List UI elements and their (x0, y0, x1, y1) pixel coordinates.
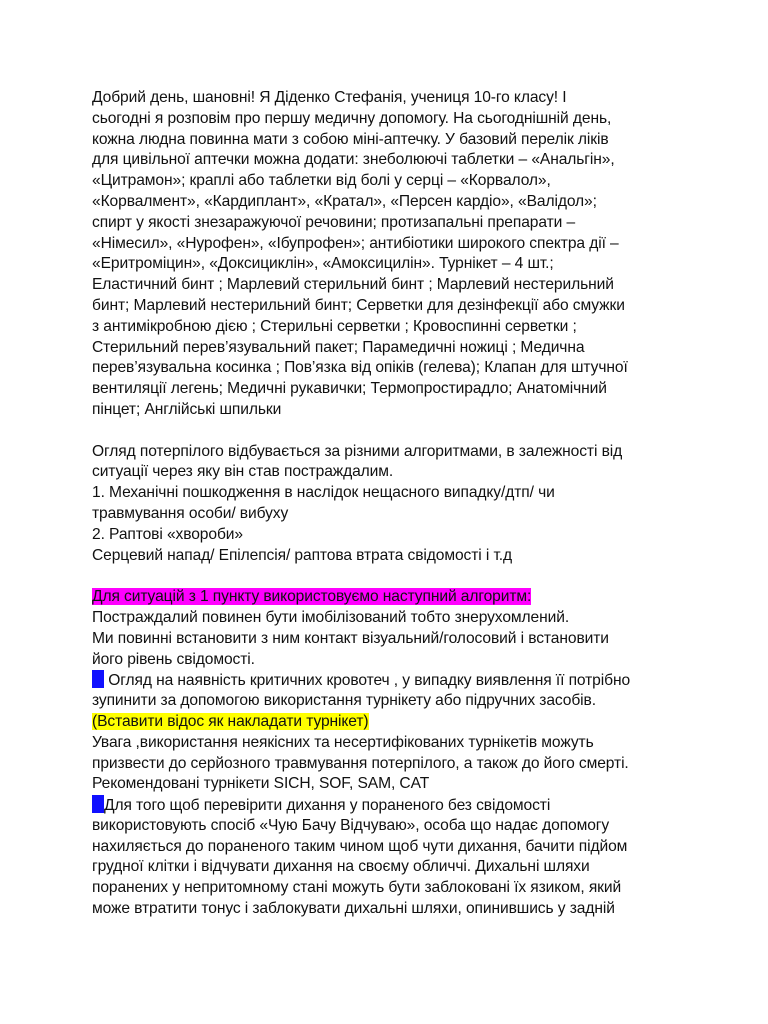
text-line: Огляд потерпілого відбувається за різними алгоритмами, в залежності від (92, 442, 623, 460)
paragraph-spacer (92, 421, 682, 442)
text-line: поранених у непритомному стані можуть бути заблоковані їх язиком, який (92, 879, 622, 897)
tourniquet-warning-lines (92, 733, 682, 795)
text-line: «Німесил», «Нурофен», «Ібупрофен»; антибіотики широкого спектра дії – (92, 234, 619, 252)
section-heading-line (92, 587, 682, 608)
section-heading: Для ситуацій з 1 пункту використовуємо наступний алгоритм: (92, 588, 532, 606)
text-line: кожна людна повинна мати з собою міні-аптечку. У базовий перелік ліків (92, 130, 609, 148)
paragraph-spacer (92, 566, 682, 587)
text-line: «Цитрамон»; краплі або таблетки від болі у серці – «Корвалол», (92, 172, 551, 190)
text-line: може втратити тонус і заблокувати дихальні шляхи, опинившись у задній (92, 900, 615, 918)
algorithm-intro-lines (92, 608, 682, 670)
text-line: Серцевий напад/ Епілепсія/ раптова втрата свідомості і т.д (92, 546, 513, 564)
text-line: з антимікробною дією ; Стерильні серветки ; Кровоспинні серветки ; (92, 317, 577, 335)
text-line: його рівень свідомості. (92, 650, 255, 668)
text-line: Увага ,використання неякісних та несертифікованих турнікетів можуть (92, 733, 594, 751)
text-line: 2. Раптові «хвороби» (92, 525, 243, 543)
text-line: бинт; Марлевий нестерильний бинт; Серветки для дезінфекції або смужки (92, 296, 625, 314)
text-line: травмування особи/ вибуху (92, 504, 289, 522)
text-line: для цивільної аптечки можна додати: знеболюючі таблетки – «Анальгін», (92, 151, 615, 169)
text-line: сьогодні я розповім про першу медичну допомогу. На сьогоднішній день, (92, 109, 612, 127)
text-line: нахиляється до пораненого таким чином щоб чути дихання, бачити підйом (92, 837, 628, 855)
text-line: Ми повинні встановити з ним контакт візуальний/голосовий і встановити (92, 629, 609, 647)
step-2-continuation (92, 816, 682, 920)
step-1-continuation (92, 691, 682, 712)
text-line: пінцет; Англійські шпильки (92, 400, 282, 418)
text-line: грудної клітки і відчувати дихання на своєму обличчі. Дихальні шляхи (92, 858, 590, 876)
text-line: перев’язувальна косинка ; Пов’язка від опіків (гелева); Клапан для штучної (92, 359, 628, 377)
document-page (92, 88, 682, 920)
text-line: Рекомендовані турнікети SICH, SOF, SAM, CAT (92, 775, 430, 793)
step-1-text: Огляд на наявність критичних кровотеч , у випадку виявлення її потрібно (104, 672, 631, 690)
video-note-line (92, 712, 682, 733)
text-line: призвести до серйозного травмування потерпілого, а також до його смерті. (92, 754, 629, 772)
text-line: ситуації через яку він став постраждалим. (92, 463, 394, 481)
text-line: Стерильний перев’язувальний пакет; Парамедичні ножиці ; Медична (92, 338, 585, 356)
algorithm-section (92, 587, 682, 920)
text-line: використовують спосіб «Чую Бачу Відчуваю», особа що надає допомогу (92, 816, 610, 834)
assessment-paragraph (92, 442, 682, 567)
text-line: 1. Механічні пошкодження в наслідок нещасного випадку/дтп/ чи (92, 484, 555, 502)
step-2-marker: 2 (92, 795, 104, 813)
text-line: «Еритроміцин», «Доксициклін», «Амоксицилін». Турнікет – 4 шт.; (92, 255, 554, 273)
step-1-marker: 1 (92, 670, 104, 688)
step-2-line (92, 795, 682, 816)
step-2-text: Для того щоб перевірити дихання у пораненого без свідомості (104, 797, 551, 815)
text-line: вентиляції легень; Медичні рукавички; Термопростирадло; Анатомічний (92, 380, 607, 398)
text-line: Еластичний бинт ; Марлевий стерильний бинт ; Марлевий нестерильний (92, 276, 614, 294)
step-1-line (92, 670, 682, 691)
text-line: Добрий день, шановні! Я Діденко Стефанія, учениця 10-го класу! І (92, 89, 567, 106)
video-note: (Вставити відос як накладати турнікет) (92, 712, 369, 730)
text-line: зупинити за допомогою використання турнікету або підручних засобів. (92, 692, 596, 710)
text-line: «Корвалмент», «Кардиплант», «Кратал», «Персен кардіо», «Валідол»; (92, 192, 597, 210)
text-line: Постраждалий повинен бути імобілізований тобто знерухомлений. (92, 608, 570, 626)
intro-paragraph (92, 88, 682, 421)
text-line: спирт у якості знезаражуючої речовини; протизапальні препарати – (92, 213, 576, 231)
